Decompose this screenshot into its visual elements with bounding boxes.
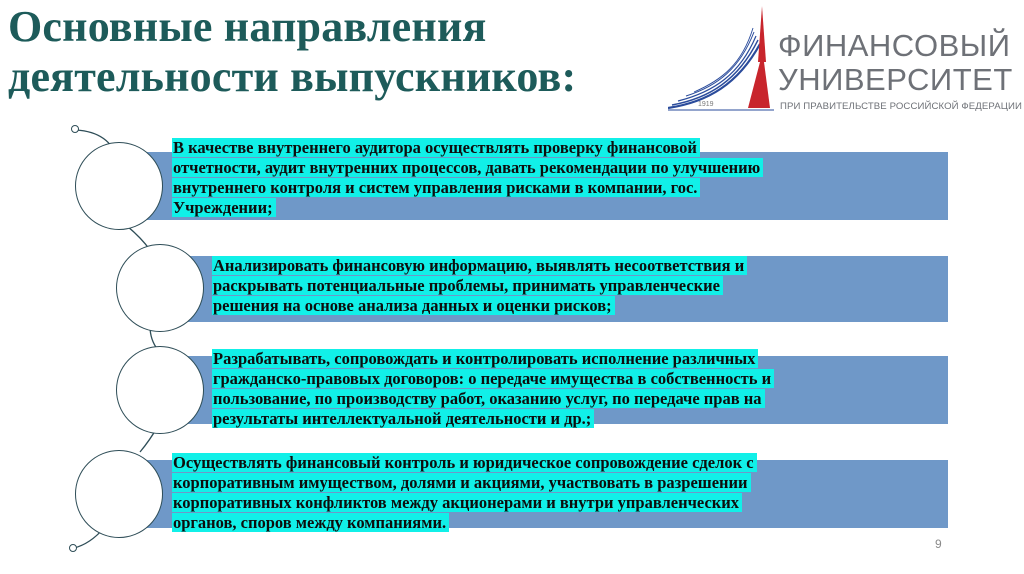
item-3-line-4: результаты интеллектуальной деятельности и др.;	[212, 409, 594, 428]
item-2-line-2: раскрывать потенциальные проблемы, принимать управленческие	[212, 276, 723, 295]
item-text-3	[212, 349, 774, 429]
item-3-line-1: Разрабатывать, сопровождать и контролировать исполнение различных	[212, 349, 758, 368]
item-4-line-2: корпоративным имуществом, долями и акциями, участвовать в разрешении	[172, 473, 751, 492]
item-2-line-1: Анализировать финансовую информацию, выявлять несоответствия и	[212, 256, 747, 275]
item-1-line-4: Учреждении;	[172, 198, 276, 217]
page-number: 9	[935, 537, 942, 551]
item-text-4	[172, 453, 757, 533]
item-3-line-2: гражданско-правовых договоров: о передаче имущества в собственность и	[212, 369, 774, 388]
title-line-2: деятельности выпускников:	[8, 52, 577, 101]
item-text-2	[212, 256, 747, 316]
item-2-line-3: решения на основе анализа данных и оценки рисков;	[212, 296, 615, 315]
item-circle-3	[116, 346, 204, 434]
item-4-line-3: корпоративных конфликтов между акционерами и внутри управленческих	[172, 493, 742, 512]
timeline-start-dot	[71, 125, 79, 133]
logo-name-line-2: УНИВЕРСИТЕТ	[778, 62, 1013, 97]
item-1-line-2: отчетности, аудит внутренних процессов, давать рекомендации по улучшению	[172, 158, 763, 177]
item-circle-4	[75, 450, 163, 538]
item-circle-2	[116, 244, 204, 332]
logo-subtitle: ПРИ ПРАВИТЕЛЬСТВЕ РОССИЙСКОЙ ФЕДЕРАЦИИ	[780, 101, 1022, 112]
item-circle-1	[75, 142, 163, 230]
logo-year: 1919	[698, 101, 714, 108]
title-line-1: Основные направления	[8, 2, 487, 51]
item-1-line-3: внутреннего контроля и систем управления рисками в компании, гос.	[172, 178, 700, 197]
item-text-1	[172, 138, 763, 218]
item-4-line-4: органов, споров между компаниями.	[172, 513, 449, 532]
item-4-line-1: Осуществлять финансовый контроль и юридическое сопровождение сделок с	[172, 453, 757, 472]
logo-name-line-1: ФИНАНСОВЫЙ	[778, 28, 1011, 63]
timeline-end-dot	[69, 544, 77, 552]
item-3-line-3: пользование, по производству работ, оказанию услуг, по передаче прав на	[212, 389, 765, 408]
item-1-line-1: В качестве внутреннего аудитора осуществлять проверку финансовой	[172, 138, 700, 157]
